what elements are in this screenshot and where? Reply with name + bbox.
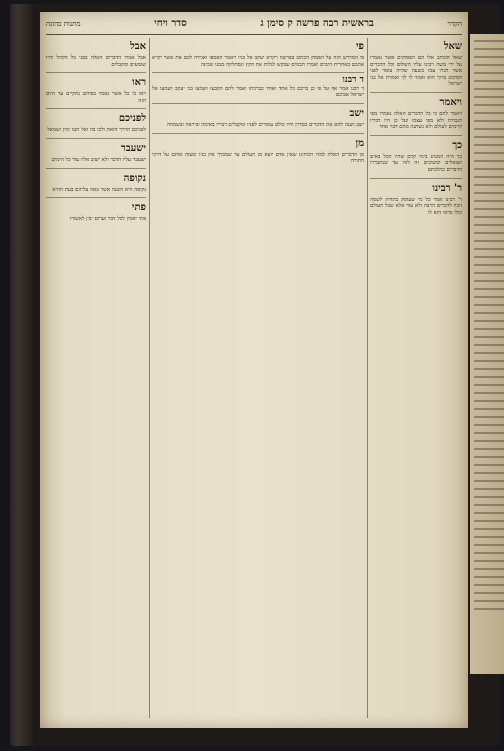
separator <box>46 138 146 139</box>
lead-word: ד רבנו <box>342 75 364 86</box>
lead-word: מן <box>355 137 364 149</box>
lead-word: ישעבר <box>120 142 146 154</box>
paragraph: ר' רבינו אמר כל מי שעוסק בתורה לשמה זוכה לדברים הרבה ולא עוד אלא שכל העולם כולו כדאי הוא לו <box>370 196 462 216</box>
lead-word: ראו <box>132 77 146 89</box>
separator <box>370 135 462 136</box>
separator <box>46 108 146 109</box>
lead-word: ישב <box>349 107 364 119</box>
lead-word: ויאמר <box>439 96 462 108</box>
lead-word: לפניכם <box>118 113 146 125</box>
paragraph: מן הדברים האלה למדו רבותינו שאין אדם יוצא מן העולם עד שמברך את בניו ומצוה אותם על דרכי התורה <box>152 151 364 165</box>
paragraph: שאל הכותב אלו הם הפסוקים אשר נאמרו על ידי משה רבינו עליו השלום וכל הדברים אשר דברו עמו בשעה שהיה עומד לפני המקום ברוך הוא ואמר לו לך ואמרת אל בני ישראל <box>370 55 462 88</box>
book-spread <box>10 4 500 746</box>
separator <box>152 133 364 134</box>
paragraph: ד רבנו אמר אף על פי כן ברכם כל אחד ואחד כברכתו ואמר להם הקבצו ושמעו בני יעקב ושמעו אל ישראל אביכם <box>152 85 364 99</box>
paragraph: ראו כי כל אשר נאמר בפיהם נתקיים עד היום הזה <box>46 91 146 104</box>
main-text-column <box>152 38 364 718</box>
lead-word: ר' רבינו <box>432 182 462 194</box>
page-header <box>46 18 462 34</box>
commentary-column-left <box>46 38 146 718</box>
header-right-corner: הקדר <box>447 20 462 28</box>
paragraph: לפניכם הדרך הזאת ולכו בה ואל תטו ימין ושמאל <box>47 127 146 134</box>
facing-page-edge <box>470 34 504 674</box>
lead-word: כך <box>452 139 462 151</box>
paragraph: כך היה המנהג בימי קדם שהיו הכל באים ושואלים ומשיבים זה לזה עד שנתבררו הדברים כהלכתם <box>370 153 462 173</box>
paragraph: פתי יאמין לכל דבר וערום יבין לאשורו <box>69 216 146 223</box>
lead-word: נקופה <box>123 172 146 184</box>
paragraph: ישעבר עליו הדבר ולא ישוב אליו עוד כל הימים <box>51 156 146 163</box>
separator <box>152 72 364 73</box>
header-title: בראשית רבה פרשה ק סימן ג <box>260 18 374 29</box>
column-divider <box>149 38 150 718</box>
paragraph: נקופה היא השנה אשר באה עליהם בעת ההיא <box>52 186 146 193</box>
separator <box>46 72 146 73</box>
column-divider <box>367 38 368 718</box>
separator <box>46 168 146 169</box>
paragraph: ישב ושנה להם את הדברים כסדרן והיו כולם עומדים לפניו ומקבלים דבריו באימה וביראה ובשמחה <box>166 121 364 128</box>
header-left-corner: מתנות כהונה <box>46 20 81 28</box>
separator <box>370 92 462 93</box>
header-rule <box>46 34 462 35</box>
paragraph: אבל אמרו הדברים האלה בפני כל הקהל והיו שומעים ומקבלים <box>46 55 146 68</box>
header-section: סדר ויחי <box>154 18 187 29</box>
lead-word: שאל <box>443 41 462 52</box>
separator <box>370 178 462 179</box>
paragraph: ויאמר להם כי כל הדברים האלה נאמרו מפי הגבורה ולא מפי עצמו ועל כן היו דבריו קיימים לעולם ולא נשתנה מהם דבר אחד <box>370 110 462 131</box>
lead-word: פתי <box>131 202 146 214</box>
lead-word: אבל <box>130 41 146 52</box>
paragraph: פי המדרש הזה על הפסוק הכתוב בפרשה ויקרא יעקב אל בניו ויאמר האספו ואגידה לכם את אשר יקרא אתכם באחרית הימים ואמרו חכמים שבקש לגלות את הקץ ונסתלקה ממנו שכינה <box>152 55 364 68</box>
commentary-column-right <box>370 38 462 718</box>
separator <box>152 103 364 104</box>
document-page <box>40 12 468 728</box>
lead-word: פי <box>355 41 364 52</box>
separator <box>46 197 146 198</box>
